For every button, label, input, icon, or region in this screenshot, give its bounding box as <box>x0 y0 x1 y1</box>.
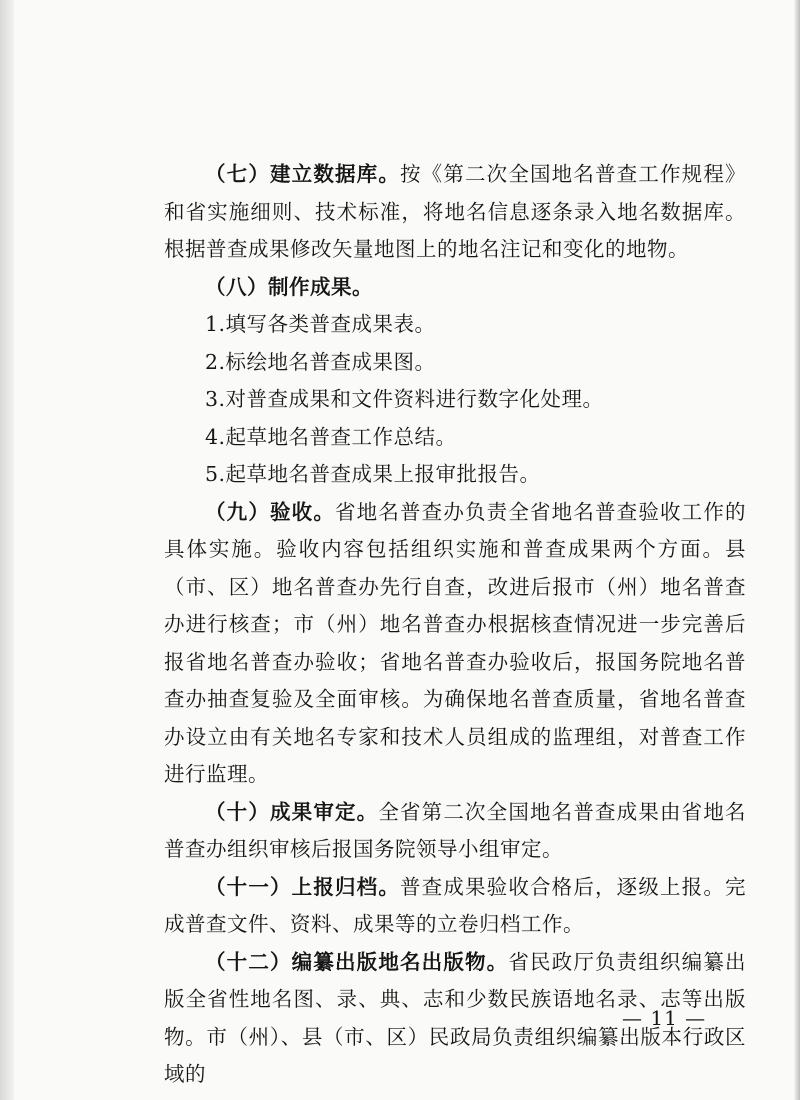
page-number: — 11 — <box>622 1006 707 1030</box>
list-item-text: 4.起草地名普查工作总结。 <box>205 424 457 449</box>
paragraph-establish-database <box>164 156 746 269</box>
heading-report-archive: （十一）上报归档。 <box>205 874 400 899</box>
paragraph-report-archive <box>164 869 746 944</box>
heading-establish-database: （七）建立数据库。 <box>205 162 400 186</box>
list-item-digitize <box>164 381 746 419</box>
heading-acceptance: （九）验收。 <box>205 499 335 524</box>
text-results-review: 全省第二次全国地名普查成果由省地名普查办组织审核后报国务院领导小组审定。 <box>164 799 747 861</box>
text-establish-database: 按《第二次全国地名普查工作规程》和省实施细则、技术标准，将地名信息逐条录入地名数据库。根据普查成果修改矢量地图上的地名注记和变化的地物。 <box>164 162 746 261</box>
list-item-text: 3.对普查成果和文件资料进行数字化处理。 <box>205 387 604 411</box>
heading-publications: （十二）编纂出版地名出版物。 <box>205 949 509 974</box>
list-item-text: 2.标绘地名普查成果图。 <box>205 349 436 374</box>
text-acceptance: 省地名普查办负责全省地名普查验收工作的具体实施。验收内容包括组织实施和普查成果两个方面。县（市、区）地名普查办先行自查，改进后报市（州）地名普查办进行核查；市（州）地名普查办根据核查情况进一步完善后报省地名普查办验收；省地名普查办验收后，报国务院地名普查办抽查复验及全面审核。为确保地名普查质量，省地名普查办设立由有关地名专家和技术人员组成的监理组，对普查工作进行监理。 <box>164 499 746 786</box>
text-publications: 省民政厅负责组织编纂出版全省性地名图、录、典、志和少数民族语地名录、志等出版物。市（州）、县（市、区）民政局负责组织编纂出版本行政区域的 <box>164 949 747 1086</box>
paragraph-results-review <box>164 794 746 869</box>
paragraph-acceptance <box>164 494 746 794</box>
list-item-draft-report <box>164 456 746 494</box>
paragraph-produce-results <box>164 269 746 307</box>
scan-right-edge <box>794 0 800 1100</box>
text-report-archive: 普查成果验收合格后，逐级上报。完成普查文件、资料、成果等的立卷归档工作。 <box>164 874 746 936</box>
list-item-fill-forms <box>164 306 746 344</box>
document-body <box>164 156 746 1094</box>
heading-produce-results: （八）制作成果。 <box>205 274 373 299</box>
list-item-draft-summary <box>164 419 746 457</box>
list-item-text: 1.填写各类普查成果表。 <box>205 312 436 336</box>
heading-results-review: （十）成果审定。 <box>205 799 379 824</box>
list-item-text: 5.起草地名普查成果上报审批报告。 <box>205 462 541 486</box>
list-item-mark-maps <box>164 344 746 382</box>
scan-left-edge <box>0 0 14 1100</box>
